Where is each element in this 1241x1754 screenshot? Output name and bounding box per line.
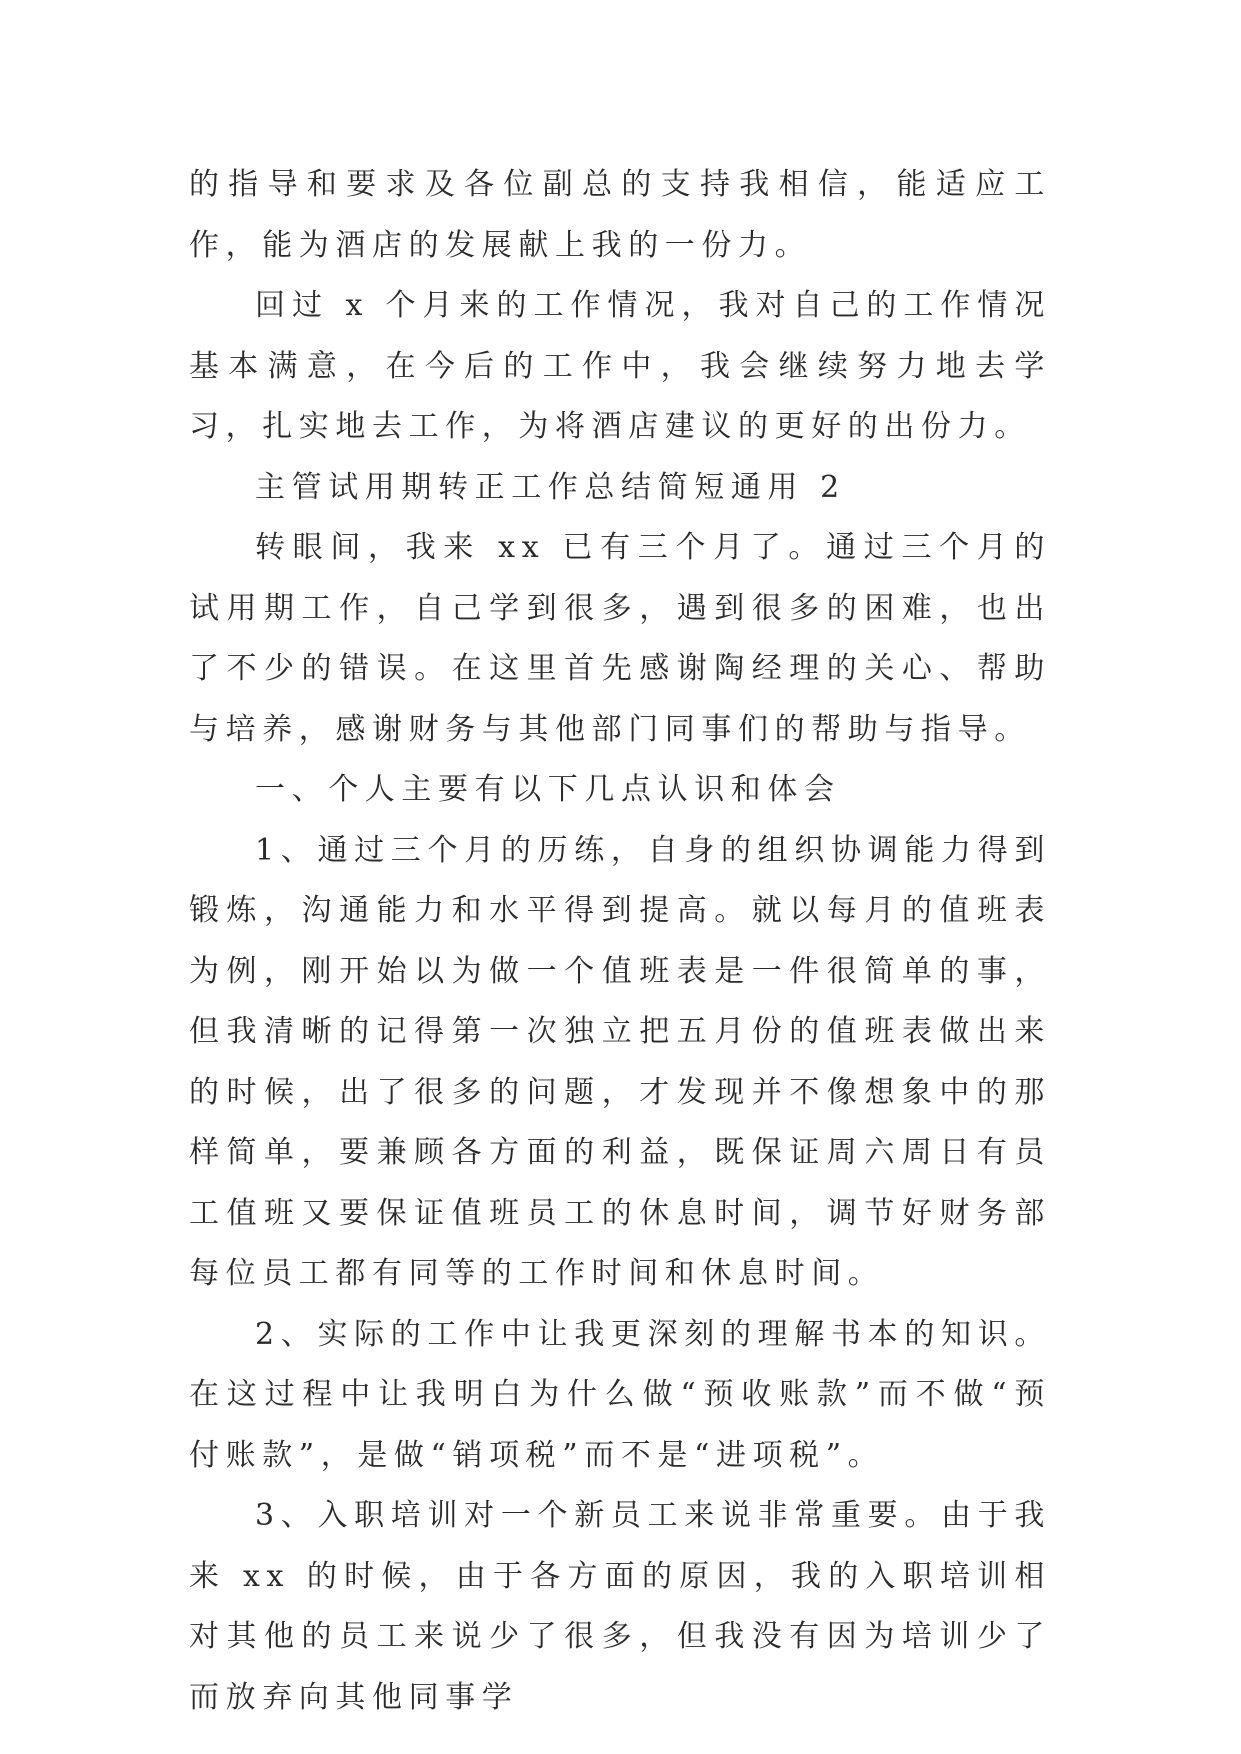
section-heading: 主管试用期转正工作总结简短通用 2 <box>255 469 846 505</box>
paragraph: 转眼间，我来 xx 已有三个月了。通过三个月的试用期工作，自己学到很多，遇到很多的困难，也出了不少的错误。在这里首先感谢陶经理的关心、帮助与培养，感谢财务与其他部门同事们的帮助与指导。 <box>189 530 1051 747</box>
document-body <box>189 155 1051 1728</box>
list-item: 2、实际的工作中让我更深刻的理解书本的知识。在这过程中让我明白为什么做“预收账款”而不做“预付账款”，是做“销项税”而不是“进项税”。 <box>189 1316 1051 1473</box>
list-item: 3、入职培训对一个新员工来说非常重要。由于我来 xx 的时候，由于各方面的原因，我的入职培训相对其他的员工来说少了很多，但我没有因为培训少了而放弃向其他同事学 <box>189 1498 1051 1715</box>
paragraph: 回过 x 个月来的工作情况，我对自己的工作情况基本满意，在今后的工作中，我会继续努力地去学习，扎实地去工作，为将酒店建议的更好的出份力。 <box>189 288 1051 444</box>
list-item: 1、通过三个月的历练，自身的组织协调能力得到锻炼，沟通能力和水平得到提高。就以每月的值班表为例，刚开始以为做一个值班表是一件很简单的事，但我清晰的记得第一次独立把五月份的值班表做出来的时候，出了很多的问题，才发现并不像想象中的那样简单，要兼顾各方面的利益，既保证周六周日有员工值班又要保证值班员工的休息时间，调节好财务部每位员工都有同等的工作时间和休息时间。 <box>189 832 1051 1291</box>
subsection-heading: 一、个人主要有以下几点认识和体会 <box>255 772 841 807</box>
paragraph: 的指导和要求及各位副总的支持我相信，能适应工作，能为酒店的发展献上我的一份力。 <box>189 167 1051 263</box>
